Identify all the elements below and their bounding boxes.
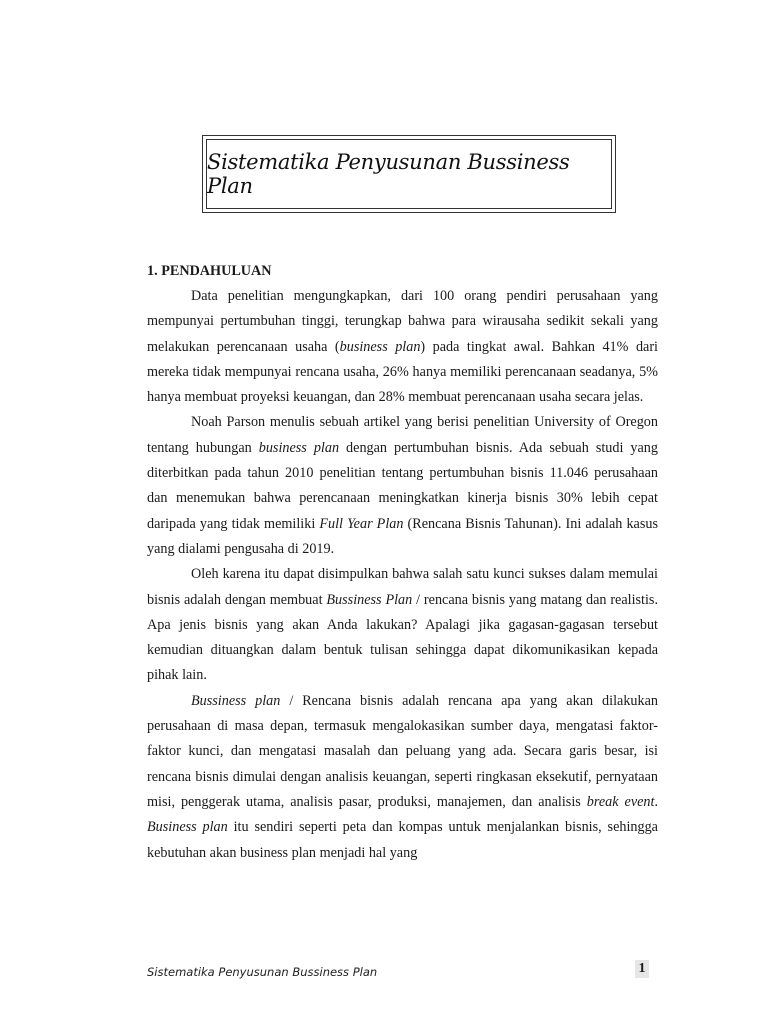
text-run: / rencana bisnis yang matang dan realistis. Apa jenis bisnis yang akan Anda lakukan? Apalagi jika gagasan-gagasan tersebut kemudian dituangkan dalam bentuk tulisan sehingga dapat dikomunikasikan kepada pihak lain. [147,591,659,684]
text-run: . [654,793,658,810]
text-run: itu sendiri seperti peta dan kompas untuk menjalankan bisnis, sehingga kebutuhan akan business plan menjadi hal yang [147,819,658,861]
paragraph-3 [147,562,658,688]
section-heading: 1. PENDAHULUAN [147,263,272,279]
italic-term: Bussiness Plan [326,591,413,608]
paragraph-4 [147,689,658,866]
title-box-inner-border [206,139,612,209]
paragraph-2 [147,410,658,562]
page-number: 1 [635,960,649,978]
body-text [147,284,658,866]
paragraph-1 [147,284,658,410]
italic-term: Full Year Plan [319,515,404,532]
italic-term: Bussiness plan [191,692,281,709]
italic-term: break event [586,793,655,810]
text-run: Noah Parson menulis sebuah artikel yang berisi penelitian University of Oregon tentang hubungan [147,414,658,456]
footer-title: Sistematika Penyusunan Bussiness Plan [147,965,378,979]
text-run: / Rencana bisnis adalah rencana apa yang akan dilakukan perusahaan di masa depan, termasuk mengalokasikan sumber daya, mengatasi faktor-faktor kunci, dan mengatasi masalah dan peluang yang ada. Secara garis besar, isi rencana bisnis dimulai dengan analisis keuangan, seperti ringkasan eksekutif, pernyataan misi, penggerak utama, analisis pasar, produksi, manajemen, dan analisis [147,692,658,810]
text-run: Oleh karena itu dapat disimpulkan bahwa salah satu kunci sukses dalam memulai bisnis adalah dengan membuat [147,566,658,608]
italic-term: business plan [258,439,340,456]
italic-term: business plan [339,338,421,355]
italic-term: Business plan [147,819,228,836]
text-run: ) pada tingkat awal. Bahkan 41% dari mereka tidak mempunyai rencana usaha, 26% hanya memiliki perencanaan seadanya, 5% hanya membuat proyeksi keuangan, dan 28% membuat perencanaan usaha secara jelas. [147,338,658,406]
text-run: dengan pertumbuhan bisnis. Ada sebuah studi yang diterbitkan pada tahun 2010 penelitian tentang pertumbuhan bisnis 11.046 perusahaan dan menemukan bahwa perencanaan meningkatkan kinerja bisnis 30% lebih cepat daripada yang tidak memiliki [147,439,658,532]
title-box [202,135,616,213]
text-run: (Rencana Bisnis Tahunan). Ini adalah kasus yang dialami pengusaha di 2019. [147,515,658,557]
text-run: Data penelitian mengungkapkan, dari 100 orang pendiri perusahaan yang mempunyai pertumbuhan tinggi, terungkap bahwa para wirausaha sedikit sekali yang melakukan perencanaan usaha ( [147,288,658,355]
document-title: Sistematika Penyusunan Bussiness Plan [207,150,570,198]
